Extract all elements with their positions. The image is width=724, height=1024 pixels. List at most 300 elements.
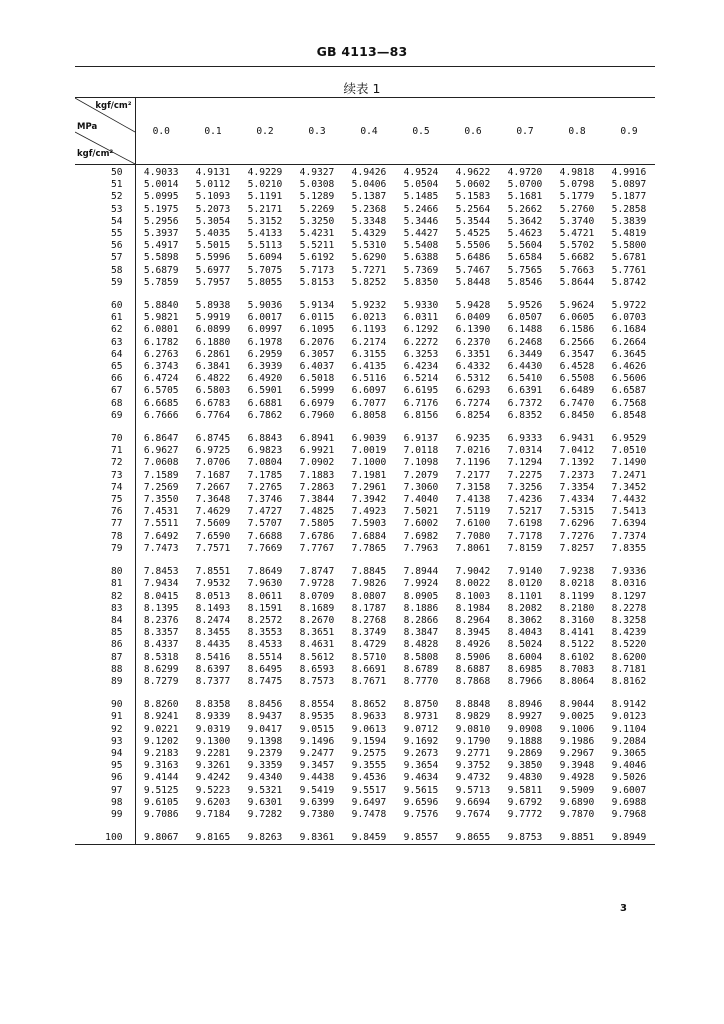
value-cell-mpa: 9.0025 <box>559 711 595 723</box>
value-cell-mpa: 9.3261 <box>195 760 231 772</box>
table-row <box>75 664 655 676</box>
value-cell-mpa: 5.5800 <box>611 240 647 252</box>
value-cell-mpa: 7.5119 <box>455 506 491 518</box>
value-cell-mpa: 5.4623 <box>507 228 543 240</box>
value-cell-mpa: 7.4236 <box>507 494 543 506</box>
value-cell-mpa: 7.8355 <box>611 542 647 554</box>
value-cell-mpa: 5.0504 <box>403 179 439 191</box>
table-row <box>75 165 655 180</box>
value-cell-mpa: 7.1294 <box>507 457 543 469</box>
value-cell-mpa: 8.6985 <box>507 663 543 675</box>
value-cell-mpa: 6.6489 <box>559 385 595 397</box>
value-cell-mpa: 7.4432 <box>611 494 647 506</box>
table-row <box>75 724 655 736</box>
value-cell-mpa: 8.0022 <box>455 578 491 590</box>
value-cell-mpa: 7.2961 <box>351 481 387 493</box>
corner-bottom-unit: kgf/cm² <box>77 149 114 159</box>
value-cell-mpa: 9.2281 <box>195 747 231 759</box>
value-cell-mpa: 5.6290 <box>351 252 387 264</box>
table-row <box>75 470 655 482</box>
value-cell-mpa: 9.7968 <box>611 808 647 820</box>
row-label-kgf: 84 <box>75 615 135 627</box>
value-cell-mpa: 8.3945 <box>455 627 491 639</box>
table-row <box>75 711 655 723</box>
value-cell-mpa: 6.3155 <box>351 348 387 360</box>
value-cell-mpa: 7.9728 <box>299 578 335 590</box>
value-cell-mpa: 6.4037 <box>299 361 335 373</box>
value-cell-mpa: 5.9624 <box>559 300 595 312</box>
value-cell-mpa: 6.8450 <box>559 409 595 421</box>
row-label-kgf: 94 <box>75 748 135 760</box>
table-row <box>75 506 655 518</box>
value-cell-mpa: 5.6192 <box>299 252 335 264</box>
value-cell-mpa: 7.6590 <box>195 530 231 542</box>
value-cell-mpa: 6.5410 <box>507 373 543 385</box>
value-cell-mpa: 5.2564 <box>455 203 491 215</box>
value-cell-mpa: 5.6584 <box>507 252 543 264</box>
value-cell-mpa: 5.6781 <box>611 252 647 264</box>
value-cell-mpa: 7.5021 <box>403 506 439 518</box>
value-cell-mpa: 7.1981 <box>351 469 387 481</box>
value-cell-mpa: 6.8647 <box>143 433 179 445</box>
value-cell-mpa: 6.8548 <box>611 409 647 421</box>
row-label-kgf: 70 <box>75 433 135 445</box>
value-cell-mpa: 8.1886 <box>403 602 439 614</box>
value-cell-mpa: 7.9238 <box>559 566 595 578</box>
row-label-kgf: 82 <box>75 591 135 603</box>
value-cell-mpa: 7.5217 <box>507 506 543 518</box>
value-cell-mpa: 6.9039 <box>351 433 387 445</box>
value-cell-mpa: 6.3841 <box>195 361 231 373</box>
value-cell-mpa: 7.2863 <box>299 481 335 493</box>
row-label-kgf: 100 <box>75 832 135 845</box>
value-cell-mpa: 5.9722 <box>611 300 647 312</box>
value-cell-mpa: 6.0017 <box>247 312 283 324</box>
value-cell-mpa: 6.8156 <box>403 409 439 421</box>
value-cell-mpa: 7.6688 <box>247 530 283 542</box>
table-row <box>75 385 655 397</box>
value-cell-mpa: 5.7173 <box>299 264 335 276</box>
value-cell-mpa: 5.9526 <box>507 300 543 312</box>
value-cell-mpa: 7.9042 <box>455 566 491 578</box>
value-cell-mpa: 5.6879 <box>143 264 179 276</box>
value-cell-mpa: 6.5901 <box>247 385 283 397</box>
value-cell-mpa: 7.1098 <box>403 457 439 469</box>
value-cell-mpa: 5.0897 <box>611 179 647 191</box>
value-cell-mpa: 7.3158 <box>455 481 491 493</box>
value-cell-mpa: 8.7770 <box>403 675 439 687</box>
value-cell-mpa: 8.2376 <box>143 614 179 626</box>
value-cell-mpa: 6.2468 <box>507 336 543 348</box>
value-cell-mpa: 8.3749 <box>351 627 387 639</box>
table-row <box>75 699 655 711</box>
value-cell-mpa: 5.4525 <box>455 228 491 240</box>
value-cell-mpa: 9.4536 <box>351 772 387 784</box>
row-label-kgf: 65 <box>75 361 135 373</box>
corner-cell <box>75 98 135 165</box>
value-cell-mpa: 6.4528 <box>559 361 595 373</box>
value-cell-mpa: 9.5713 <box>455 784 491 796</box>
value-cell-mpa: 7.3452 <box>611 481 647 493</box>
value-cell-mpa: 8.2670 <box>299 614 335 626</box>
group-spacer-row <box>75 289 655 300</box>
row-label-kgf: 61 <box>75 312 135 324</box>
value-cell-mpa: 9.0810 <box>455 723 491 735</box>
value-cell-mpa: 8.4337 <box>143 639 179 651</box>
value-cell-mpa: 8.4828 <box>403 639 439 651</box>
value-cell-mpa: 6.7666 <box>143 409 179 421</box>
value-cell-mpa: 8.8848 <box>455 699 491 711</box>
value-cell-mpa: 9.1790 <box>455 735 491 747</box>
value-cell-mpa: 8.0316 <box>611 578 647 590</box>
value-cell-mpa: 9.3163 <box>143 760 179 772</box>
value-cell-mpa: 8.2768 <box>351 614 387 626</box>
spacer-cell <box>75 688 135 699</box>
value-cell-mpa: 9.3555 <box>351 760 387 772</box>
value-cell-mpa: 7.0902 <box>299 457 335 469</box>
row-label-kgf: 81 <box>75 578 135 590</box>
value-cell-mpa: 9.7478 <box>351 808 387 820</box>
value-cell-mpa: 5.7663 <box>559 264 595 276</box>
value-cell-mpa: 5.0995 <box>143 191 179 203</box>
value-cell-mpa: 4.9916 <box>611 167 647 178</box>
value-cell-mpa: 8.0513 <box>195 590 231 602</box>
value-cell-mpa: 7.8747 <box>299 566 335 578</box>
value-cell-mpa: 9.7184 <box>195 808 231 820</box>
value-cell-mpa: 7.5315 <box>559 506 595 518</box>
value-cell-mpa: 6.9431 <box>559 433 595 445</box>
value-cell-mpa: 5.8153 <box>299 276 335 288</box>
value-cell-mpa: 9.4732 <box>455 772 491 784</box>
value-cell-mpa: 7.7178 <box>507 530 543 542</box>
column-header-row <box>75 98 655 165</box>
value-cell-mpa: 5.0112 <box>195 179 231 191</box>
row-label-kgf: 88 <box>75 664 135 676</box>
value-cell-mpa: 5.0406 <box>351 179 387 191</box>
table-body <box>75 165 655 845</box>
value-cell-mpa: 9.7674 <box>455 808 491 820</box>
value-cell-mpa: 9.0123 <box>611 711 647 723</box>
value-cell-mpa: 5.2269 <box>299 203 335 215</box>
column-header: 0.4 <box>343 98 395 165</box>
value-cell-mpa: 9.8851 <box>551 832 603 845</box>
value-cell-mpa: 6.2664 <box>611 336 647 348</box>
value-cell-mpa: 6.8843 <box>247 433 283 445</box>
value-cell-mpa: 7.9434 <box>143 578 179 590</box>
value-cell-mpa: 6.6587 <box>611 385 647 397</box>
spacer-cell <box>135 422 655 433</box>
spacer-cell <box>135 289 655 300</box>
value-cell-mpa: 8.7377 <box>195 675 231 687</box>
table-row <box>75 531 655 543</box>
value-cell-mpa: 6.6783 <box>195 397 231 409</box>
table-row <box>75 445 655 457</box>
value-cell-mpa: 7.0412 <box>559 445 595 457</box>
value-cell-mpa: 6.8745 <box>195 433 231 445</box>
value-cell-mpa: 8.6299 <box>143 663 179 675</box>
value-cell-mpa: 6.0115 <box>299 312 335 324</box>
value-cell-mpa: 9.6497 <box>351 796 387 808</box>
value-cell-mpa: 7.3256 <box>507 481 543 493</box>
value-cell-mpa: 5.4819 <box>611 228 647 240</box>
table-row <box>75 433 655 445</box>
value-cell-mpa: 8.6200 <box>611 651 647 663</box>
value-cell-mpa: 9.2183 <box>143 747 179 759</box>
table-row <box>75 652 655 664</box>
table-row <box>75 785 655 797</box>
value-cell-mpa: 6.2370 <box>455 336 491 348</box>
value-cell-mpa: 7.2177 <box>455 469 491 481</box>
value-cell-mpa: 5.3544 <box>455 215 491 227</box>
value-cell-mpa: 7.1687 <box>195 469 231 481</box>
row-label-kgf: 91 <box>75 711 135 723</box>
value-cell-mpa: 7.8649 <box>247 566 283 578</box>
value-cell-mpa: 7.3942 <box>351 494 387 506</box>
value-cell-mpa: 8.5416 <box>195 651 231 663</box>
row-label-kgf: 98 <box>75 797 135 809</box>
value-cell-mpa: 7.4334 <box>559 494 595 506</box>
value-cell-mpa: 9.6399 <box>299 796 335 808</box>
value-cell-mpa: 7.7865 <box>351 542 387 554</box>
value-cell-mpa: 5.5996 <box>195 252 231 264</box>
value-cell-mpa: 6.7176 <box>403 397 439 409</box>
value-cell-mpa: 8.8456 <box>247 699 283 711</box>
value-cell-mpa: 7.1883 <box>299 469 335 481</box>
value-cell-mpa: 8.9142 <box>611 699 647 711</box>
value-cell-mpa: 8.9829 <box>455 711 491 723</box>
value-cell-mpa: 8.5514 <box>247 651 283 663</box>
table-row <box>75 337 655 349</box>
value-cell-mpa: 9.1692 <box>403 735 439 747</box>
value-cell-mpa: 5.9036 <box>247 300 283 312</box>
value-cell-mpa: 5.9919 <box>195 312 231 324</box>
row-label-kgf: 77 <box>75 518 135 530</box>
value-cell-mpa: 8.9927 <box>507 711 543 723</box>
value-cell-mpa: 6.4626 <box>611 361 647 373</box>
value-cell-mpa: 8.1003 <box>455 590 491 602</box>
value-cell-mpa: 8.1787 <box>351 602 387 614</box>
value-cell-mpa: 9.2673 <box>403 747 439 759</box>
group-spacer-row <box>75 555 655 566</box>
value-cell-mpa: 8.5024 <box>507 639 543 651</box>
value-cell-mpa: 6.0213 <box>351 312 387 324</box>
value-cell-mpa: 6.2272 <box>403 336 439 348</box>
value-cell-mpa: 6.1684 <box>611 324 647 336</box>
value-cell-mpa: 7.1785 <box>247 469 283 481</box>
value-cell-mpa: 5.6682 <box>559 252 595 264</box>
value-cell-mpa: 6.5803 <box>195 385 231 397</box>
value-cell-mpa: 9.1300 <box>195 735 231 747</box>
value-cell-mpa: 8.7279 <box>143 675 179 687</box>
value-cell-mpa: 5.0210 <box>247 179 283 191</box>
value-cell-mpa: 7.8061 <box>455 542 491 554</box>
value-cell-mpa: 8.5710 <box>351 651 387 663</box>
value-cell-mpa: 8.7868 <box>455 675 491 687</box>
value-cell-mpa: 7.5805 <box>299 518 335 530</box>
value-cell-mpa: 5.1093 <box>195 191 231 203</box>
value-cell-mpa: 8.7083 <box>559 663 595 675</box>
value-cell-mpa: 8.7573 <box>299 675 335 687</box>
value-cell-mpa: 5.5898 <box>143 252 179 264</box>
row-label-kgf: 55 <box>75 228 135 240</box>
value-cell-mpa: 9.3359 <box>247 760 283 772</box>
value-cell-mpa: 9.0908 <box>507 723 543 735</box>
value-cell-mpa: 8.5318 <box>143 651 179 663</box>
value-cell-mpa: 9.6203 <box>195 796 231 808</box>
value-cell-mpa: 8.1199 <box>559 590 595 602</box>
value-cell-mpa: 7.5511 <box>143 518 179 530</box>
table-row <box>75 748 655 760</box>
value-cell-mpa: 7.9336 <box>611 566 647 578</box>
value-cell-mpa: 9.5909 <box>559 784 595 796</box>
value-cell-mpa: 5.2760 <box>559 203 595 215</box>
row-label-kgf: 92 <box>75 724 135 736</box>
row-label-kgf: 60 <box>75 300 135 312</box>
value-cell-mpa: 8.4631 <box>299 639 335 651</box>
value-cell-mpa: 8.9437 <box>247 711 283 723</box>
table-row <box>75 578 655 590</box>
table-row <box>75 566 655 578</box>
value-cell-mpa: 9.7576 <box>403 808 439 820</box>
value-cell-mpa: 8.4926 <box>455 639 491 651</box>
row-label-kgf: 67 <box>75 385 135 397</box>
value-cell-mpa: 6.0997 <box>247 324 283 336</box>
value-cell-mpa: 5.2956 <box>143 215 179 227</box>
spacer-cell <box>75 422 135 433</box>
value-cell-mpa: 5.4329 <box>351 228 387 240</box>
value-cell-mpa: 5.8252 <box>351 276 387 288</box>
value-cell-mpa: 5.6486 <box>455 252 491 264</box>
value-cell-mpa: 8.8260 <box>143 699 179 711</box>
table-continuation-title: 续表 1 <box>343 81 381 96</box>
value-cell-mpa: 6.2959 <box>247 348 283 360</box>
value-cell-mpa: 6.3645 <box>611 348 647 360</box>
value-cell-mpa: 6.5018 <box>299 373 335 385</box>
value-cell-mpa: 7.0804 <box>247 457 283 469</box>
value-cell-mpa: 5.1681 <box>507 191 543 203</box>
value-cell-mpa: 8.6593 <box>299 663 335 675</box>
value-cell-mpa: 5.8644 <box>559 276 595 288</box>
value-cell-mpa: 9.1398 <box>247 735 283 747</box>
value-cell-mpa: 5.9330 <box>403 300 439 312</box>
value-cell-mpa: 6.7862 <box>247 409 283 421</box>
value-cell-mpa: 6.9235 <box>455 433 491 445</box>
value-cell-mpa: 7.8257 <box>559 542 595 554</box>
value-cell-mpa: 7.8944 <box>403 566 439 578</box>
value-cell-mpa: 7.3844 <box>299 494 335 506</box>
value-cell-mpa: 7.6786 <box>299 530 335 542</box>
table-row <box>75 398 655 410</box>
row-label-kgf: 72 <box>75 457 135 469</box>
value-cell-mpa: 7.0314 <box>507 445 543 457</box>
value-cell-mpa: 8.8064 <box>559 675 595 687</box>
value-cell-mpa: 8.2964 <box>455 614 491 626</box>
value-cell-mpa: 9.8949 <box>603 832 655 845</box>
value-cell-mpa: 7.0510 <box>611 445 647 457</box>
row-label-kgf: 57 <box>75 252 135 264</box>
table-row <box>75 361 655 373</box>
value-cell-mpa: 6.9333 <box>507 433 543 445</box>
value-cell-mpa: 9.8165 <box>187 832 239 845</box>
value-cell-mpa: 6.7372 <box>507 397 543 409</box>
group-spacer-row <box>75 821 655 832</box>
row-label-kgf: 66 <box>75 373 135 385</box>
row-label-kgf: 96 <box>75 772 135 784</box>
value-cell-mpa: 7.7080 <box>455 530 491 542</box>
value-cell-mpa: 9.7380 <box>299 808 335 820</box>
value-cell-mpa: 7.2569 <box>143 481 179 493</box>
value-cell-mpa: 7.9630 <box>247 578 283 590</box>
value-cell-mpa: 5.2368 <box>351 203 387 215</box>
value-cell-mpa: 9.5517 <box>351 784 387 796</box>
value-cell-mpa: 5.1289 <box>299 191 335 203</box>
value-cell-mpa: 7.4629 <box>195 506 231 518</box>
spacer-cell <box>135 821 655 832</box>
value-cell-mpa: 7.3060 <box>403 481 439 493</box>
value-cell-mpa: 7.9532 <box>195 578 231 590</box>
row-label-kgf: 69 <box>75 410 135 422</box>
value-cell-mpa: 9.8459 <box>343 832 395 845</box>
value-cell-mpa: 5.2171 <box>247 203 283 215</box>
value-cell-mpa: 8.0709 <box>299 590 335 602</box>
value-cell-mpa: 8.9339 <box>195 711 231 723</box>
row-label-kgf: 71 <box>75 445 135 457</box>
value-cell-mpa: 7.1196 <box>455 457 491 469</box>
table-row <box>75 277 655 289</box>
spacer-cell <box>135 688 655 699</box>
value-cell-mpa: 8.8946 <box>507 699 543 711</box>
value-cell-mpa: 8.6495 <box>247 663 283 675</box>
value-cell-mpa: 9.7772 <box>507 808 543 820</box>
table-row <box>75 832 655 845</box>
value-cell-mpa: 8.7966 <box>507 675 543 687</box>
value-cell-mpa: 5.3152 <box>247 215 283 227</box>
value-cell-mpa: 5.9232 <box>351 300 387 312</box>
value-cell-mpa: 5.0602 <box>455 179 491 191</box>
value-cell-mpa: 6.4822 <box>195 373 231 385</box>
value-cell-mpa: 7.6296 <box>559 518 595 530</box>
table-row <box>75 265 655 277</box>
value-cell-mpa: 9.0613 <box>351 723 387 735</box>
pressure-conversion-table <box>75 97 655 845</box>
row-label-kgf: 76 <box>75 506 135 518</box>
value-cell-mpa: 6.4920 <box>247 373 283 385</box>
value-cell-mpa: 8.7475 <box>247 675 283 687</box>
value-cell-mpa: 5.3348 <box>351 215 387 227</box>
value-cell-mpa: 6.5999 <box>299 385 335 397</box>
value-cell-mpa: 9.4438 <box>299 772 335 784</box>
value-cell-mpa: 5.7565 <box>507 264 543 276</box>
value-cell-mpa: 8.5220 <box>611 639 647 651</box>
value-cell-mpa: 7.7963 <box>403 542 439 554</box>
value-cell-mpa: 4.9033 <box>143 167 179 178</box>
value-cell-mpa: 7.1392 <box>559 457 595 469</box>
table-row <box>75 252 655 264</box>
value-cell-mpa: 5.0798 <box>559 179 595 191</box>
value-cell-mpa: 8.9044 <box>559 699 595 711</box>
value-cell-mpa: 7.3354 <box>559 481 595 493</box>
column-header: 0.9 <box>603 98 655 165</box>
row-label-kgf: 64 <box>75 349 135 361</box>
value-cell-mpa: 6.7077 <box>351 397 387 409</box>
value-cell-mpa: 5.5211 <box>299 240 335 252</box>
value-cell-mpa: 5.2073 <box>195 203 231 215</box>
table-row <box>75 639 655 651</box>
value-cell-mpa: 8.3847 <box>403 627 439 639</box>
table-row <box>75 676 655 688</box>
value-cell-mpa: 5.5506 <box>455 240 491 252</box>
value-cell-mpa: 7.7669 <box>247 542 283 554</box>
